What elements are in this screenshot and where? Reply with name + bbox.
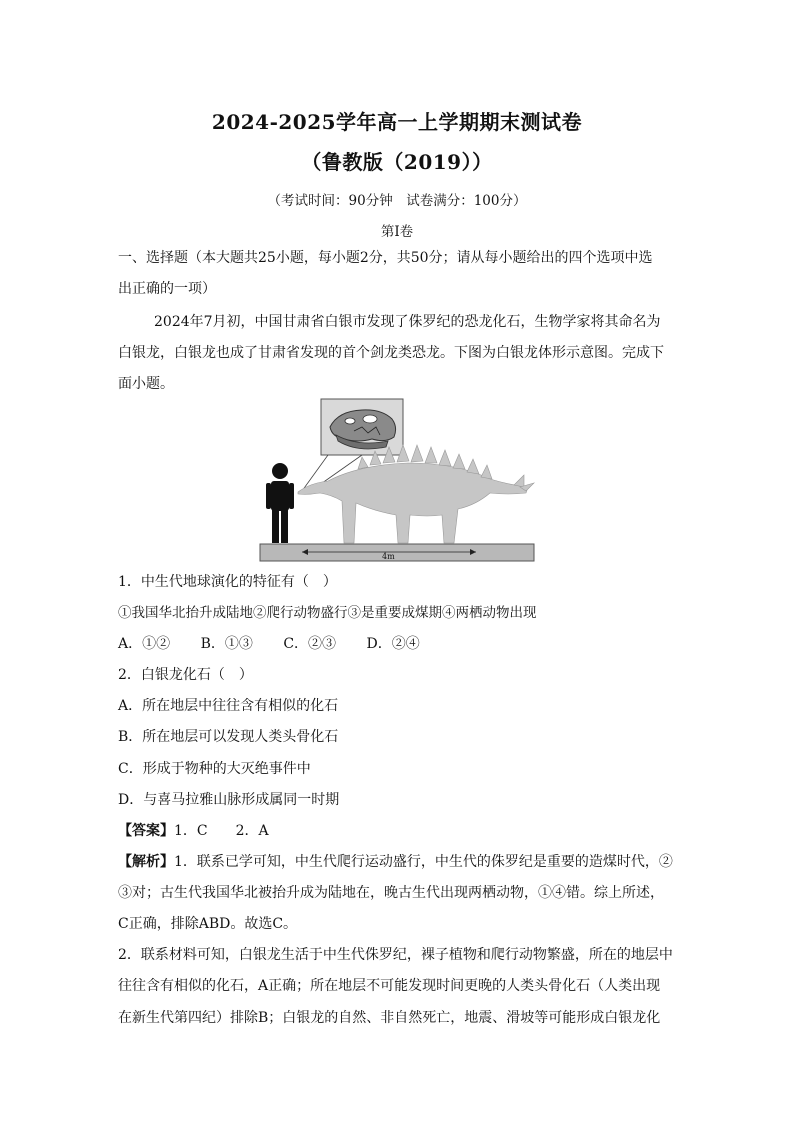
section-heading-cont: 出正确的一项） <box>118 281 216 297</box>
human-silhouette-icon <box>266 463 294 543</box>
option-c[interactable]: C．形成于物种的大灭绝事件中 <box>118 761 311 777</box>
material-text: 面小题。 <box>118 376 174 392</box>
question-1-stem: 1．中生代地球演化的特征有（ ） <box>118 574 337 590</box>
answer-label: 【答案】 <box>118 823 174 839</box>
section-heading: 一、选择题（本大题共25小题，每小题2分，共50分；请从每小题给出的四个选项中选 <box>118 250 653 266</box>
analysis-text: 在新生代第四纪）排除B；白银龙的自然、非自然死亡，地震、滑坡等可能形成白银龙化 <box>118 1010 661 1026</box>
dinosaur-figure <box>258 397 538 563</box>
option-b[interactable]: B．所在地层可以发现人类头骨化石 <box>118 729 339 745</box>
question-2-stem: 2．白银龙化石（ ） <box>118 667 253 683</box>
option-b[interactable]: B．①③ <box>200 636 253 652</box>
analysis-line <box>118 853 678 871</box>
option-d[interactable]: D．与喜马拉雅山脉形成属同一时期 <box>118 792 340 808</box>
option-c[interactable]: C．②③ <box>283 636 337 652</box>
dinosaur-diagram <box>258 397 538 563</box>
ground-slab <box>260 544 534 561</box>
answer-text: 1．C 2．A <box>174 823 269 839</box>
analysis-label: 【解析】 <box>118 854 174 870</box>
option-d[interactable]: D．②④ <box>366 636 420 652</box>
scale-label: 4m <box>382 552 395 561</box>
volume-label: 第Ⅰ卷 <box>380 224 414 240</box>
analysis-text: 2．联系材料可知，白银龙生活于中生代侏罗纪，裸子植物和爬行动物繁盛，所在的地层中 <box>118 947 673 963</box>
question-1-statements: ①我国华北抬升成陆地②爬行动物盛行③是重要成煤期④两栖动物出现 <box>118 605 537 621</box>
material-text: 2024年7月初，中国甘肃省白银市发现了侏罗纪的恐龙化石，生物学家将其命名为 <box>154 314 661 330</box>
option-a[interactable]: A．所在地层中往往含有相似的化石 <box>118 698 339 714</box>
analysis-text: 往往含有相似的化石，A正确；所在地层不可能发现时间更晚的人类头骨化石（人类出现 <box>118 978 661 994</box>
material-text: 白银龙，白银龙也成了甘肃省发现的首个剑龙类恐龙。下图为白银龙体形示意图。完成下 <box>118 345 664 361</box>
stegosaur-silhouette-icon <box>298 445 534 543</box>
exam-subtitle: （鲁教版（2019）） <box>301 150 493 174</box>
analysis-text: ③对；古生代我国华北被抬升成为陆地在，晚古生代出现两栖动物，①④错。综上所述， <box>118 885 664 901</box>
analysis-text: C正确，排除ABD。故选C。 <box>118 916 298 932</box>
question-1-options <box>118 635 678 653</box>
analysis-text: 1．联系已学可知，中生代爬行运动盛行，中生代的侏罗纪是重要的造煤时代，② <box>174 854 673 870</box>
exam-info: （考试时间：90分钟 试卷满分：100分） <box>267 193 527 209</box>
option-a[interactable]: A．①② <box>118 636 171 652</box>
exam-title: 2024-2025学年高一上学期期末测试卷 <box>211 110 583 134</box>
answer-line <box>118 822 678 840</box>
